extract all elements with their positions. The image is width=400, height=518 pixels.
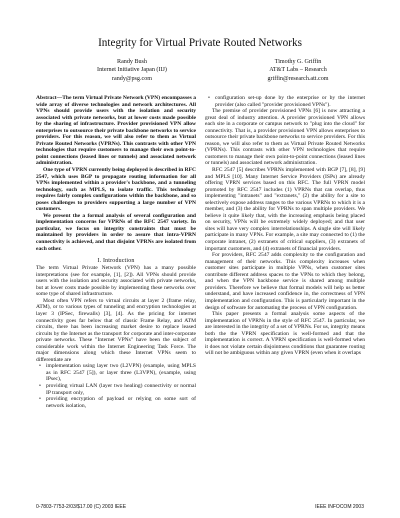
list-item-text: configuration set-up done by the enterprise or by the internet provider (also called "provider provisioned VPNs"). xyxy=(215,95,365,108)
section-heading: I. Introduction xyxy=(97,258,135,265)
left-column xyxy=(36,95,196,409)
abstract-paragraph: Abstract—The term Virtual Private Network (VPN) encompasses a wide array of diverse technologies and network architectures. All VPNs should provide users with the isolation and security associated with private networks, but at lower costs made possible by the sharing of infrastructure. Provider provisioned VPN allow enterprises to outsource their private backbone networks to service providers. For this reason, we will also refer to them as Virtual Private Routed Networks (VPRNs). This contrasts with other VPN technologies that require customers to manage their own point-to-point connections (leased lines or tunnels) and associated network administration. xyxy=(36,95,196,167)
body-paragraph: This paper presents a formal analysis some aspects of the implementation of VPRNs in the style of RFC 2547. In particular, we are interested in the integrity of a set of VPRNs. For us, integrity means both the the VPRN specification is well-formed and that the implementation is correct. A VPRN specification is well-formed when it does not violate certain disjointness conditions that guarantee routing will not be ambiguous within any given VPRN (even when it overlaps xyxy=(205,311,365,357)
right-column xyxy=(205,95,365,357)
bullet-list xyxy=(205,95,365,108)
list-item xyxy=(208,95,365,108)
author-block-1 xyxy=(62,58,202,83)
body-paragraph: The term Virtual Private Network (VPN) has a many possible interpretations (see for example, [1], [2]). All VPNs should provide users with the isolation and security associated with private networks, but at lower costs made possible by implementing these networks over some type of shared infrastructure. xyxy=(36,265,196,298)
list-item-text: providing virtual LAN (layer two healing) connectivity or normal IP transport only, xyxy=(46,382,196,396)
author-name: Timothy G. Griffin xyxy=(274,59,322,65)
list-item-text: providing encryption of payload or relying on some sort of network isolation, xyxy=(46,396,196,409)
bullet-icon: • xyxy=(39,396,41,403)
author-email: randy@psg.com xyxy=(112,75,152,82)
body-paragraph: For providers, RFC 2547 adds complexity to the configuration and management of their networks. This complexity increases when customer sites participate in multiple VPNs, when customer sites contribute different address spaces to the VPNs to which they belong, and when the VPN backbone service is shared among multiple providers. Therefore we believe that formal models will help us better understand, and have increased confidence in, the correctness of VPN implementation and configuration. This is particularly important in the design of software for automating the process of VPN configuration. xyxy=(205,252,365,311)
body-paragraph: RFC 2547 [5] describes VPRNs implemented with BGP [7], [8], [9] and MPLS [10]. Many Internet Service Providers (ISPs) are already offering VPRN services based on this RFC. The full VPRN model promoted by RFC 2547 includes (1) VPRNs that can overlap, thus implementing "intranets" and "extranets," (2) the ability for a site to selectively expose address ranges to the various VPRNs to which it is a member, and (3) the ability for VPRNs to span multiple providers. We believe it quite likely that, with the increasing emphasis being placed on security, VPNs will be extremely widely deployed; and that user sites will have very complex interrelationships. A single site will likely participate in many VPNs. For example, a site may connected to (1) the corporate intranet, (2) extranets of critical suppliers, (3) extranets of important customers, and (4) extranets of financial providers. xyxy=(205,167,365,252)
bullet-icon: • xyxy=(208,95,210,101)
bullet-list xyxy=(36,363,196,409)
list-item-text: implementation using layer two (L2VPN) (example, using MPLS as in RFC 2547 [5]), or layer three (L3VPN), (example, using IPsec), xyxy=(46,363,196,383)
footer-copyright: 0-7803-7753-2/03/$17.00 (C) 2003 IEEE xyxy=(36,504,127,510)
abstract-paragraph: We present the a formal analysis of several configuration and implementation concerns for VPRNs of the RFC 2547 variety. In particular, we focus on integrity constraints that must be maintained by providers in order to assure that intra-VPRN connectivity is achieved, and that disjoint VPRNs are isolated from each other. xyxy=(36,212,196,252)
list-item xyxy=(39,396,196,409)
list-item xyxy=(39,363,196,383)
body-paragraph: Most often VPN refers to virtual circuits at layer 2 (frame relay, ATM), or to various types of tunneling and encryption technologies at layer 3 (IPSec, firewalls) [3], [4]. As the pricing for internet connectivity goes far below that of classic Frame Relay, and ATM circuits, there has been increasing market desire to replace leased circuits by the Internet as the transport for corporate and inter-corporate private networks. These "Internet VPNs" have been the subject of considerable work within the Internet Engineering Task Force. The major dimensions along which these Internet VPNs seem to differentiate are xyxy=(36,297,196,363)
author-affiliation: Internet Initiative Japan (IIJ) xyxy=(97,67,167,74)
body-paragraph: The premise of provider provisioned VPNs [6] is now attracting a great deal of industry attention. A provider provisioned VPN allows each site in a corporate or campus network to "plug into the cloud" for connectivity. That is, a provider provisioned VPN allows enterprises to outsource their private backbone networks to service providers. For this reason, we will also refer to them as Virtual Private Routed Networks (VPRNs). This contrasts with other VPN technologies that require customers to manage their own point-to-point connections (leased lines or tunnels) and associated network administration. xyxy=(205,108,365,167)
bullet-icon: • xyxy=(39,363,41,370)
paper-title: Integrity for Virtual Private Routed Networks xyxy=(98,37,302,49)
author-email: griffin@research.att.com xyxy=(267,75,329,82)
author-block-2 xyxy=(228,58,368,83)
list-item xyxy=(39,382,196,396)
author-name: Randy Bush xyxy=(117,59,147,65)
bullet-icon: • xyxy=(39,382,41,389)
author-affiliation: AT&T Labs – Research xyxy=(269,67,327,74)
footer-venue: IEEE INFOCOM 2003 xyxy=(315,504,364,510)
abstract-paragraph: One type of VPRN currently being deployed is described in RFC 2547, which uses BGP to propagate routing information for all VPNs implemented within a provider's backbone, and a tunneling technology, such as MPLS, to isolate traffic. This technology requires fairly complex configurations within the backbone, and so poses challenges to providers supporting a large number of VPN customers. xyxy=(36,167,196,213)
